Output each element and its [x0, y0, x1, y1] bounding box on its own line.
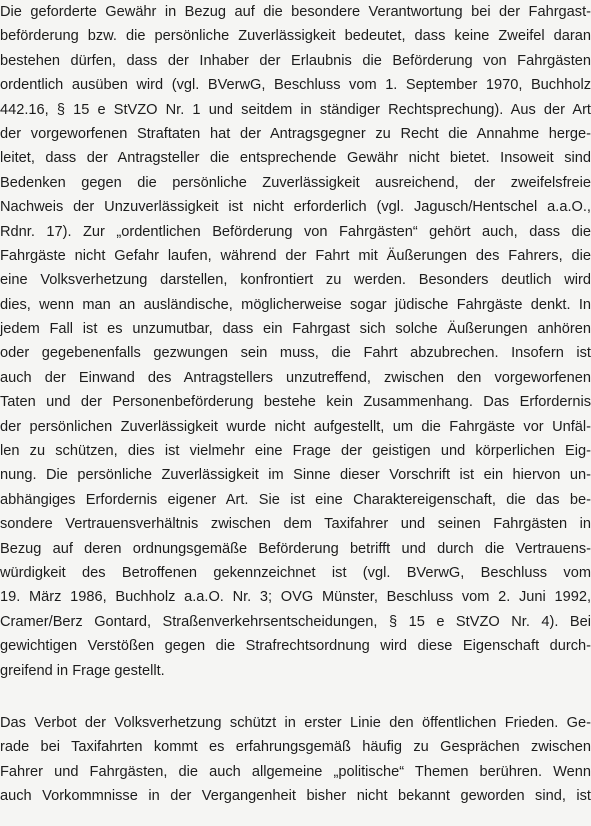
- text-line: auch Vorkommnisse in der Vergangenheit bisher nicht bekannt geworden sind, ist: [0, 788, 591, 805]
- text-line: bestehen dürfen, dass der Inhaber der Erlaubnis die Beförderung von Fahrgästen: [0, 52, 591, 69]
- text-line: len zu schützen, dies ist vielmehr eine Frage der geistigen und körperlichen Eig-: [0, 443, 591, 460]
- text-line: Das Verbot der Volksverhetzung schützt in erster Linie den öffentlichen Frieden. Ge-: [0, 715, 591, 731]
- text-line: 442.16, § 15 e StVZO Nr. 1 und seitdem in ständiger Rechtsprechung). Aus der Art: [0, 101, 591, 118]
- text-line: gewichtigen Verstößen gegen die Strafrechtsordnung wird diese Eigenschaft durch-: [0, 638, 591, 655]
- text-line: eine Volksverhetzung darstellen, konfrontiert zu werden. Besonders deutlich wird: [0, 272, 591, 289]
- text-line: dies, wenn man an ausländische, möglicherweise sogar jüdische Fahrgäste denkt. In: [0, 296, 591, 313]
- text-line: Rdnr. 17). Zur „ordentlichen Beförderung von Fahrgästen“ gehört auch, dass die: [0, 223, 591, 240]
- text-line: Nachweis der Unzuverlässigkeit ist nicht erforderlich (vgl. Jagusch/Hentschel a.a.O.,: [0, 199, 591, 216]
- text-line: jedem Fall ist es unzumutbar, dass ein Fahrgast sich solche Äußerungen anhören: [0, 321, 591, 338]
- text-line: Cramer/Berz Gontard, Straßenverkehrsentscheidungen, § 15 e StVZO Nr. 4). Bei: [0, 613, 591, 630]
- text-line: der persönlichen Zuverlässigkeit wurde nicht aufgestellt, um die Fahrgäste vor Unfäl-: [0, 418, 591, 435]
- text-line: Bezug auf deren ordnungsgemäße Beförderung betrifft und durch die Vertrauens-: [0, 540, 591, 557]
- text-line: Die geforderte Gewähr in Bezug auf die besondere Verantwortung bei der Fahrgast-: [0, 4, 591, 20]
- text-line: beförderung bzw. die persönliche Zuverlässigkeit bedeutet, dass keine Zweifel daran: [0, 28, 591, 45]
- text-line: sondere Vertrauensverhältnis zwischen dem Taxifahrer und seinen Fahrgästen in: [0, 516, 591, 533]
- paragraph: [0, 711, 591, 809]
- text-line: ordentlich ausüben wird (vgl. BVerwG, Beschluss vom 1. September 1970, Buchholz: [0, 77, 591, 94]
- text-line: 19. März 1986, Buchholz a.a.O. Nr. 3; OVG Münster, Beschluss vom 2. Juni 1992,: [0, 589, 591, 606]
- text-line: oder gegebenenfalls gezwungen sein muss, die Fahrt abzubrechen. Insofern ist: [0, 345, 591, 362]
- text-line: Taten und der Personenbeförderung bestehe kein Zusammenhang. Das Erfordernis: [0, 394, 591, 411]
- text-line: würdigkeit des Betroffenen gekennzeichnet ist (vgl. BVerwG, Beschluss vom: [0, 564, 591, 581]
- text-line: rade bei Taxifahrten kommt es erfahrungsgemäß häufig zu Gesprächen zwischen: [0, 739, 591, 756]
- text-line: leitet, dass der Antragsteller die entsprechende Gewähr nicht bietet. Insoweit sind: [0, 150, 591, 167]
- text-line: Bedenken gegen die persönliche Zuverlässigkeit ausreichend, der zweifelsfreie: [0, 174, 591, 191]
- text-line: Fahrgäste nicht Gefahr laufen, während der Fahrt mit Äußerungen des Fahrers, die: [0, 247, 591, 264]
- text-line: der vorgeworfenen Straftaten hat der Antragsgegner zu Recht die Annahme herge-: [0, 125, 591, 142]
- text-line: nung. Die persönliche Zuverlässigkeit im Sinne dieser Vorschrift ist ein hiervon un-: [0, 467, 591, 484]
- text-line: auch der Einwand des Antragstellers unzutreffend, zwischen den vorgeworfenen: [0, 369, 591, 386]
- text-line: greifend in Frage gestellt.: [0, 662, 165, 679]
- text-line: abhängiges Erfordernis eigener Art. Sie ist eine Charaktereigenschaft, die das be-: [0, 491, 591, 508]
- text-line: Fahrer und Fahrgästen, die auch allgemeine „politische“ Themen berühren. Wenn: [0, 763, 591, 780]
